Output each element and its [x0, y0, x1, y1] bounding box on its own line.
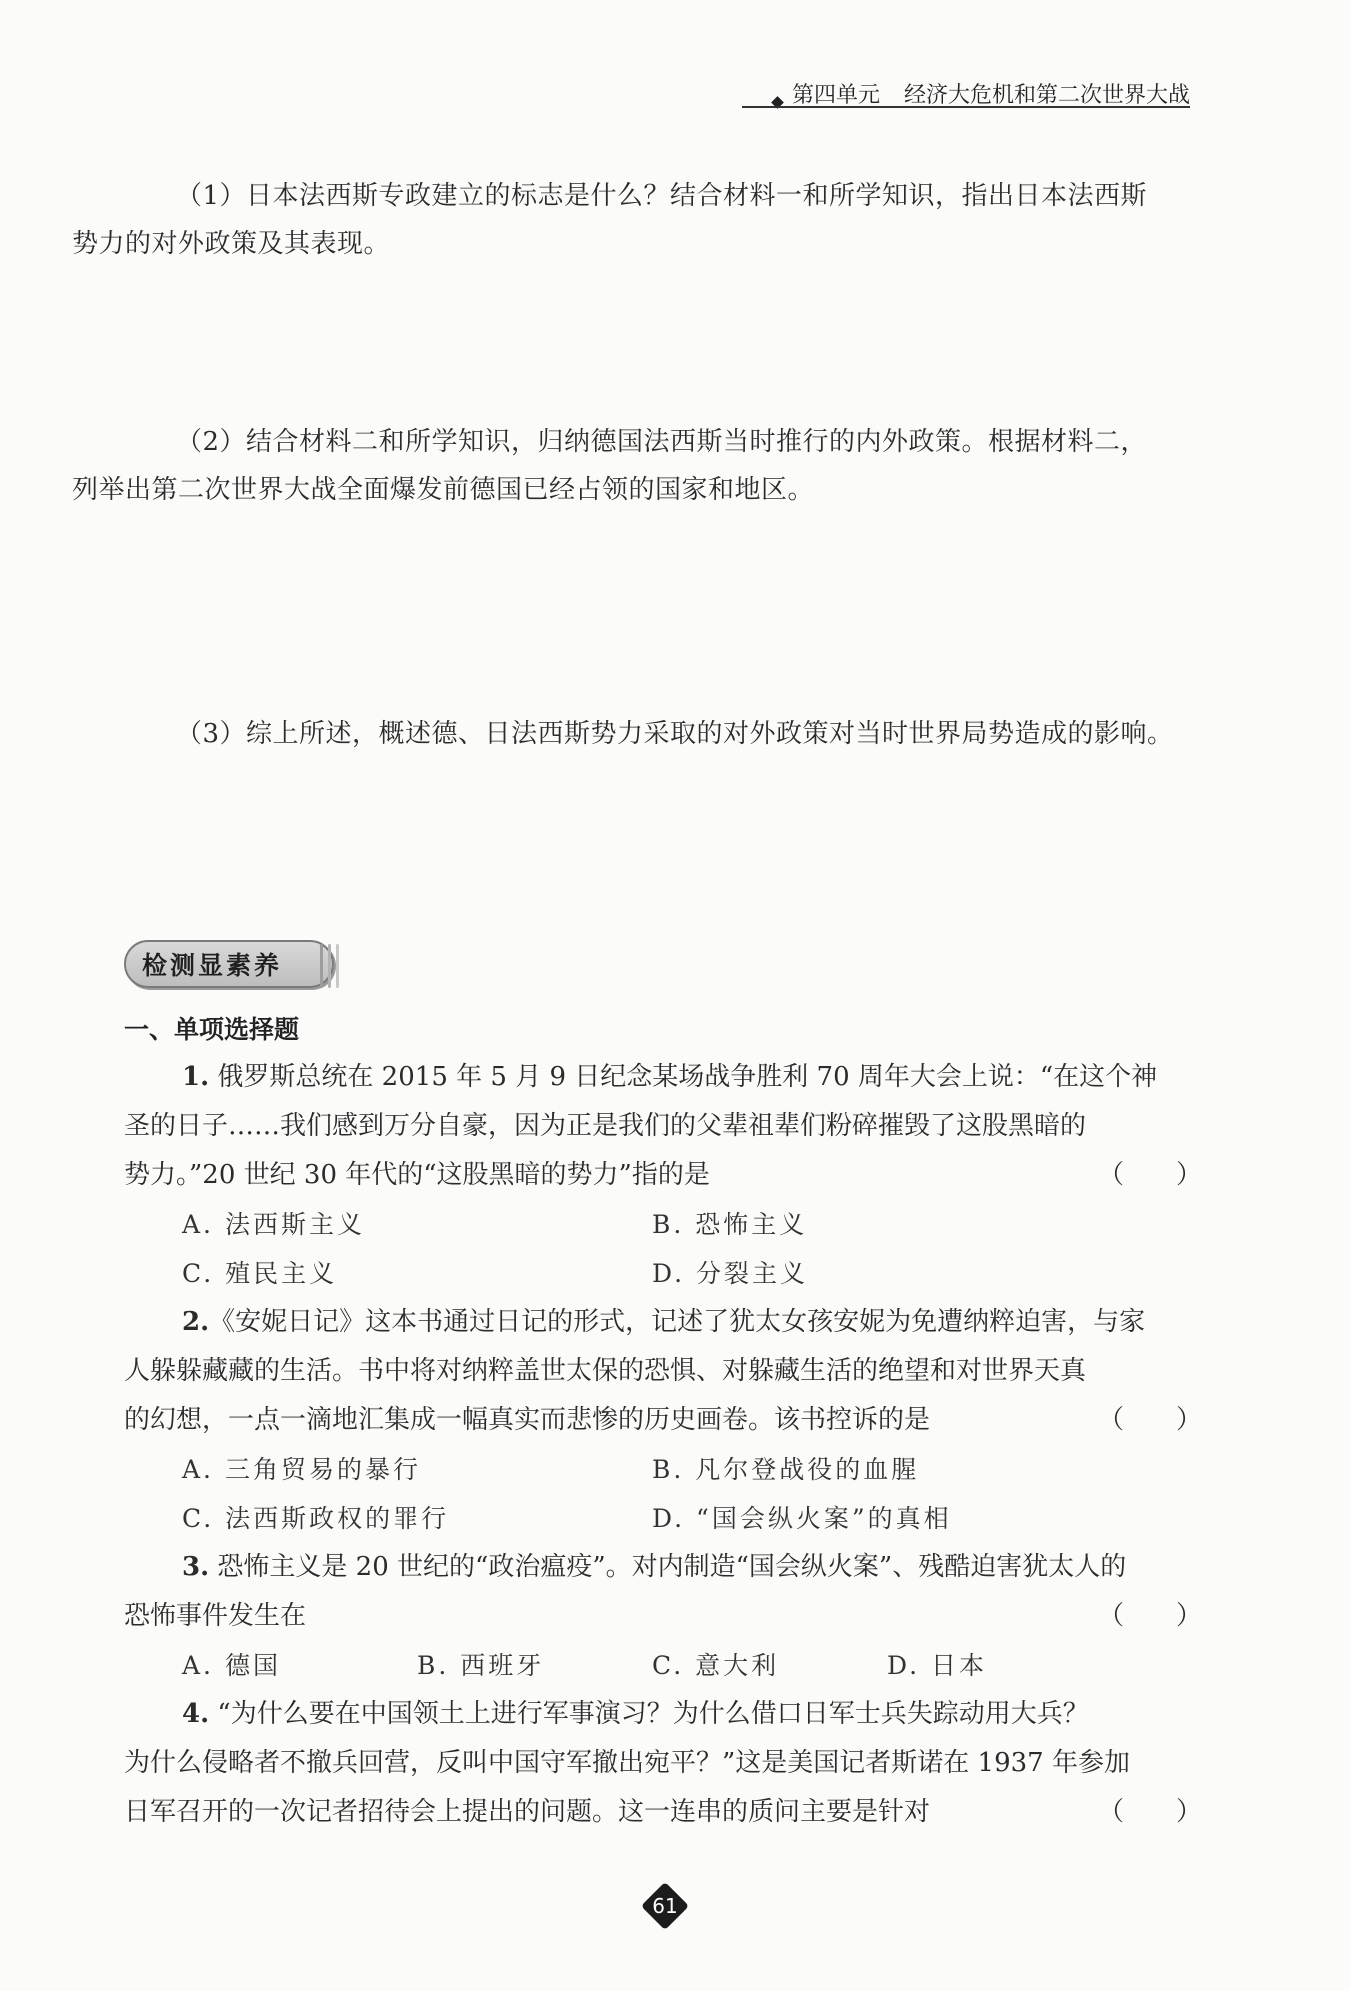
open-question-3 [124, 710, 1202, 758]
page-number: 61 [652, 1894, 678, 1918]
mcq-2-option-c[interactable]: C. 法西斯政权的罪行 [182, 1504, 450, 1533]
mcq-3-option-b[interactable]: B. 西班牙 [417, 1651, 545, 1680]
mcq-2-option-b[interactable]: B. 凡尔登战役的血腥 [652, 1455, 920, 1484]
mcq-4-answer-blank[interactable]: （ ） [1097, 1797, 1202, 1827]
open-question-2 [72, 418, 1202, 514]
mcq-2-line2: 人躲躲藏藏的生活。书中将对纳粹盖世太保的恐惧、对躲藏生活的绝望和对世界天真 [124, 1356, 1087, 1386]
open-question-1 [72, 172, 1202, 268]
mcq-1-answer-blank[interactable]: （ ） [1097, 1160, 1202, 1190]
open-question-2-line1: （2）结合材料二和所学知识，归纳德国法西斯当时推行的内外政策。根据材料二， [176, 427, 1148, 457]
header-rule [742, 106, 1190, 108]
mcq-1-line2: 圣的日子……我们感到万分自豪，因为正是我们的父辈祖辈们粉碎摧毁了这股黑暗的 [124, 1111, 1087, 1141]
mcq-4-line3: 日军召开的一次记者招待会上提出的问题。这一连串的质问主要是针对 [124, 1797, 931, 1827]
mcq-1-number: 1. [182, 1062, 210, 1092]
mcq-3-option-c[interactable]: C. 意大利 [652, 1651, 780, 1680]
mcq-1-option-d[interactable]: D. 分裂主义 [652, 1259, 809, 1288]
mcq-3-answer-blank[interactable]: （ ） [1097, 1601, 1202, 1631]
mcq-2-option-a[interactable]: A. 三角贸易的暴行 [182, 1455, 421, 1484]
page-number-badge [641, 1882, 689, 1930]
mcq-2 [124, 1298, 1202, 1445]
mcq-3-line2: 恐怖事件发生在 [124, 1601, 307, 1631]
mcq-1-option-b[interactable]: B. 恐怖主义 [652, 1210, 808, 1239]
header-title: 经济大危机和第二次世界大战 [903, 83, 1190, 108]
mcq-1 [124, 1053, 1202, 1200]
section-tag: 检测显素养 [124, 940, 334, 988]
mcq-2-number: 2. [182, 1307, 210, 1337]
mcq-3 [124, 1543, 1202, 1641]
open-question-1-line1: （1）日本法西斯专政建立的标志是什么？结合材料一和所学知识，指出日本法西斯 [176, 181, 1148, 211]
mcq-3-option-d[interactable]: D. 日本 [887, 1651, 988, 1680]
mcq-2-line1: 《安妮日记》这本书通过日记的形式，记述了犹太女孩安妮为免遭纳粹迫害，与家 [209, 1307, 1146, 1337]
open-question-2-line2: 列举出第二次世界大战全面爆发前德国已经占领的国家和地区。 [72, 475, 815, 505]
mcq-1-option-c[interactable]: C. 殖民主义 [182, 1259, 338, 1288]
section-tag-decoration [318, 944, 348, 988]
mcq-4-line1: “为什么要在中国领土上进行军事演习？为什么借口日军士兵失踪动用大兵？ [217, 1699, 1089, 1729]
mcq-1-line3: 势力。”20 世纪 30 年代的“这股黑暗的势力”指的是 [124, 1160, 710, 1190]
mcq-2-answer-blank[interactable]: （ ） [1097, 1405, 1202, 1435]
mcq-2-option-d[interactable]: D. “国会纵火案”的真相 [652, 1504, 952, 1533]
open-question-3-line1: （3）综上所述，概述德、日法西斯势力采取的对外政策对当时世界局势造成的影响。 [176, 719, 1174, 749]
mcq-1-option-a[interactable]: A. 法西斯主义 [182, 1210, 365, 1239]
mcq-3-line1: 恐怖主义是 20 世纪的“政治瘟疫”。对内制造“国会纵火案”、残酷迫害犹太人的 [217, 1552, 1127, 1582]
mcq-3-option-a[interactable]: A. 德国 [182, 1651, 281, 1680]
mcq-4-line2: 为什么侵略者不撤兵回营，反叫中国守军撤出宛平？”这是美国记者斯诺在 1937 年参加 [124, 1748, 1130, 1778]
mcq-1-line1: 俄罗斯总统在 2015 年 5 月 9 日纪念某场战争胜利 70 周年大会上说：“在这个神 [217, 1062, 1158, 1092]
open-question-1-line2: 势力的对外政策及其表现。 [72, 229, 391, 259]
mcq-4-number: 4. [182, 1699, 210, 1729]
mcq-2-line3: 的幻想，一点一滴地汇集成一幅真实而悲惨的历史画卷。该书控诉的是 [124, 1405, 931, 1435]
mcq-4 [124, 1690, 1202, 1837]
header-unit: 第四单元 [791, 83, 880, 108]
section-title: 一、单项选择题 [124, 1015, 300, 1044]
running-header [773, 78, 1190, 109]
mcq-3-number: 3. [182, 1552, 210, 1582]
